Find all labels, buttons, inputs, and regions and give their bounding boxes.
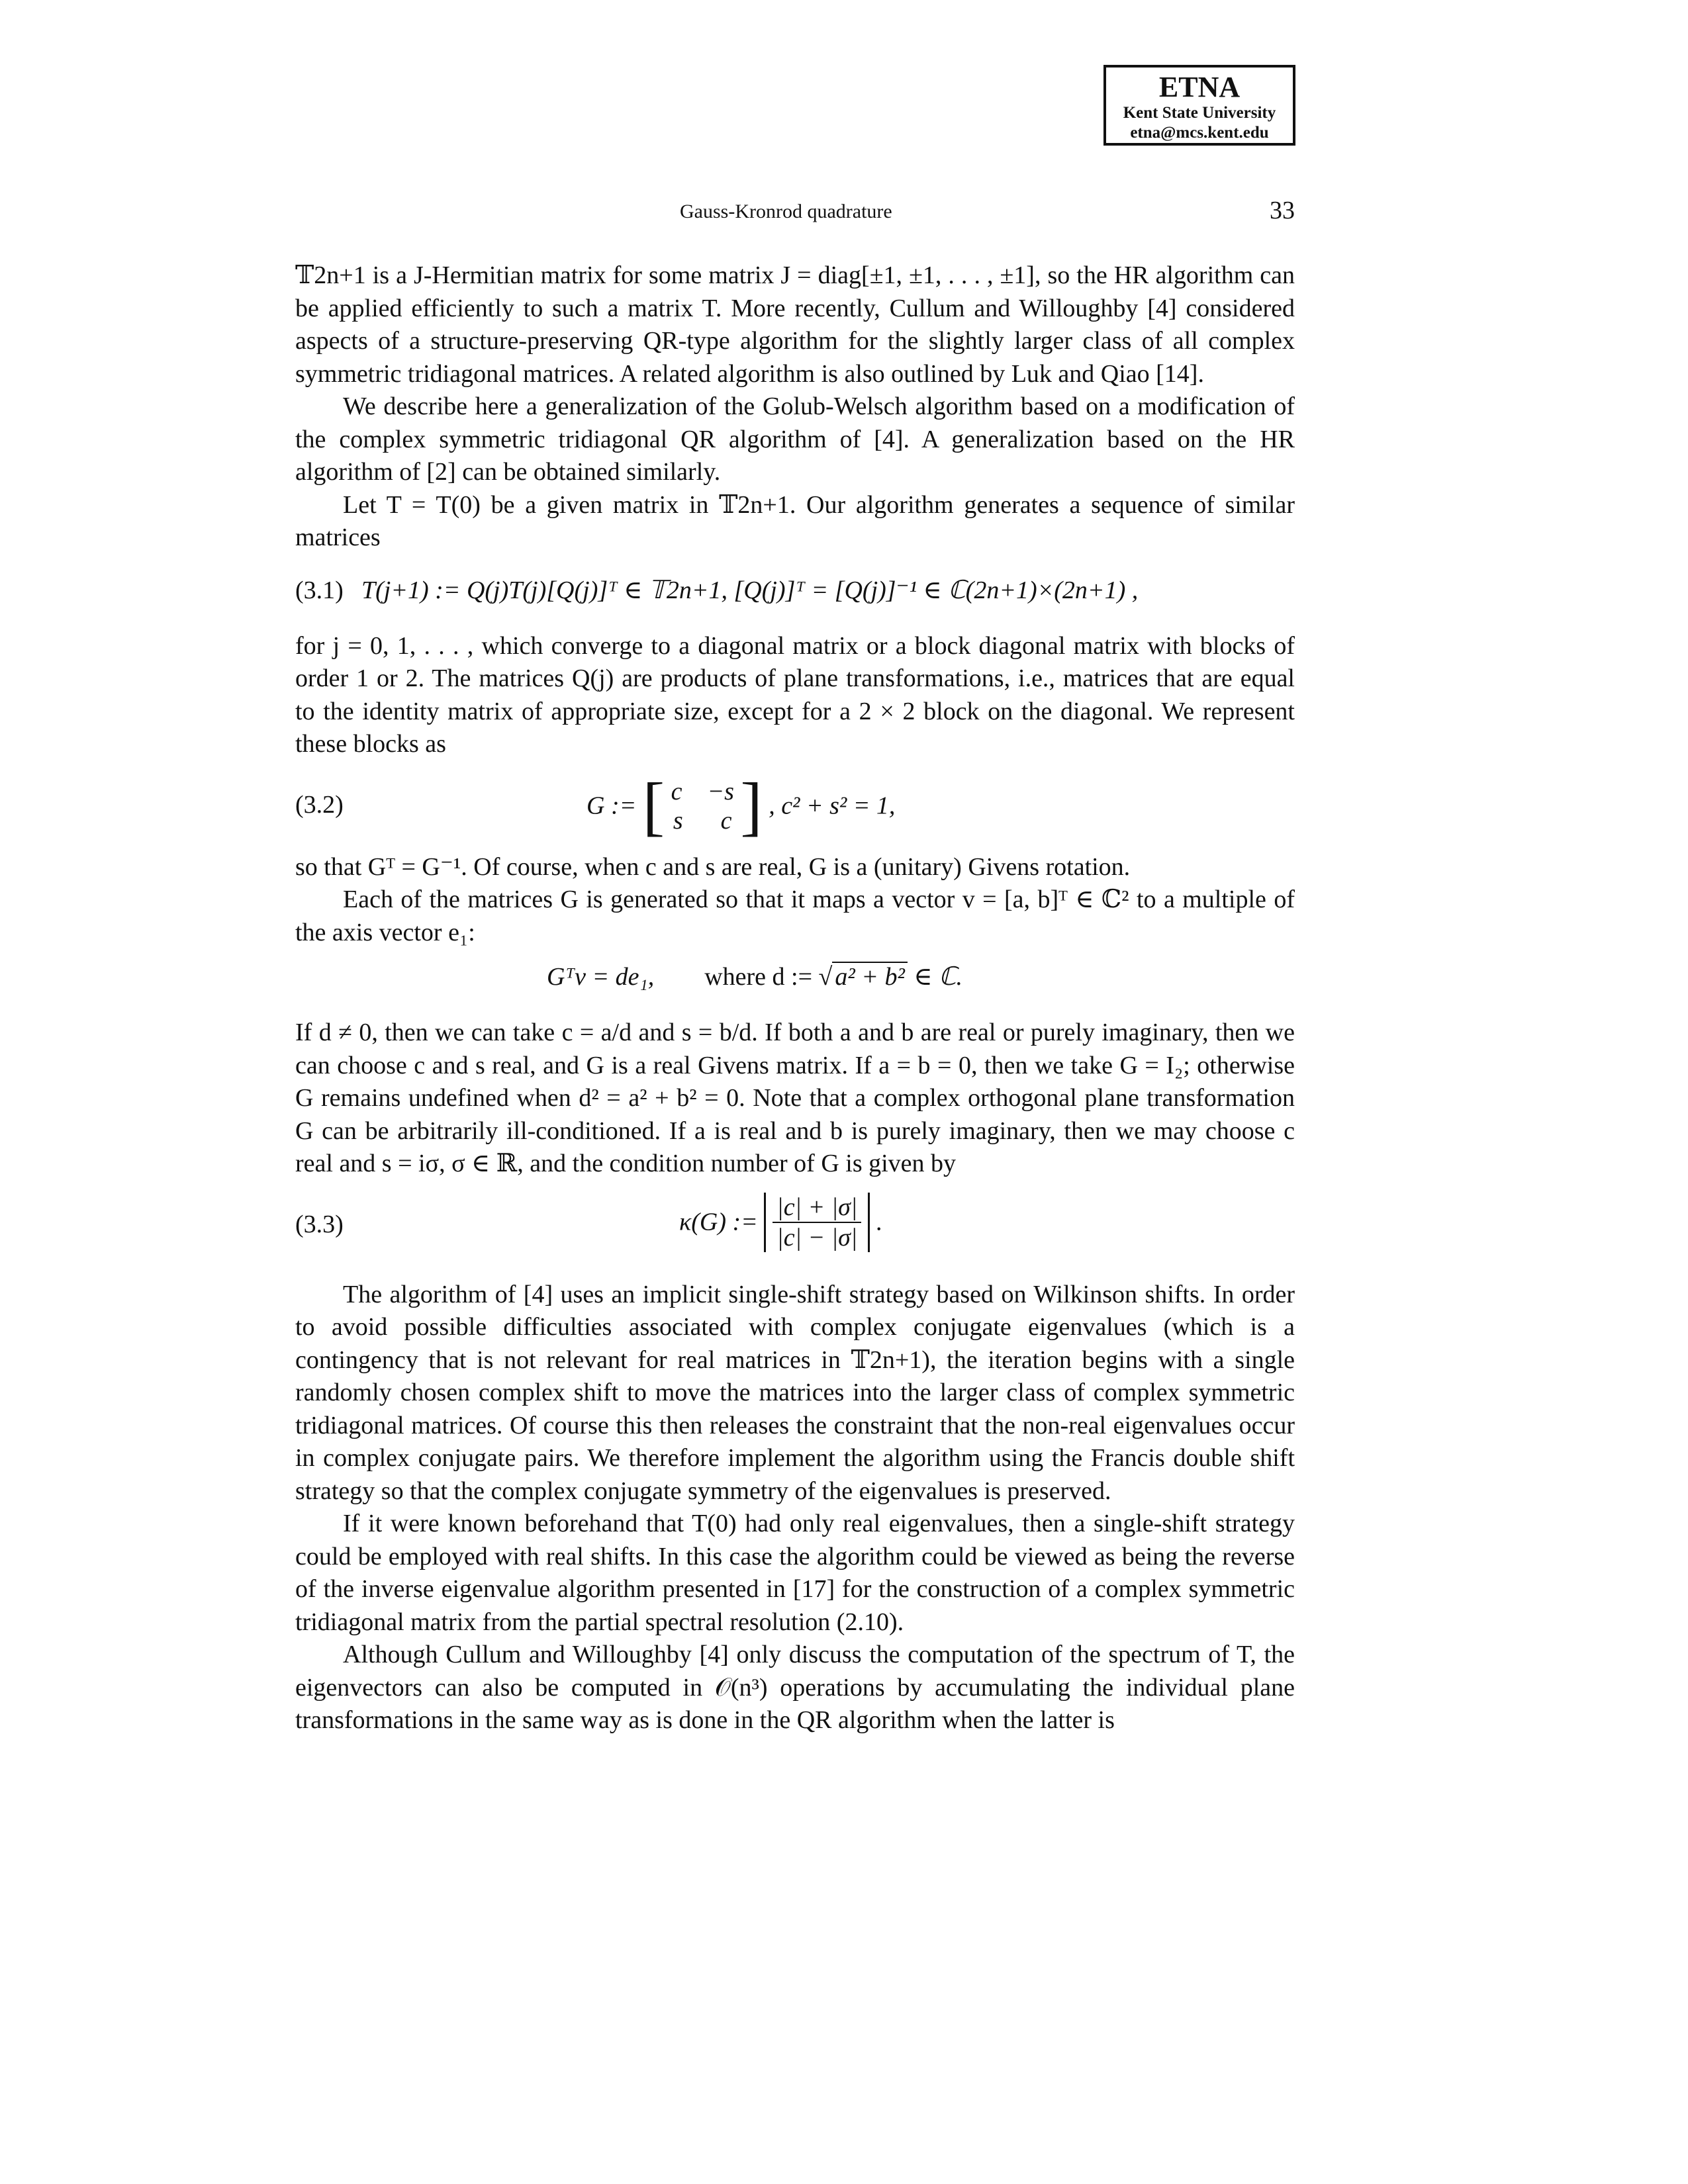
equation-3-1 [295, 574, 1295, 618]
page-number: 33 [1270, 197, 1295, 224]
equation-number: (3.1) [295, 576, 344, 604]
equation-lhs: G := [586, 791, 637, 819]
equation-3-3 [295, 1193, 1295, 1259]
equation-where: where d := [704, 963, 813, 991]
matrix-entry: −s [707, 777, 734, 805]
equation-body: T(j+1) := Q(j)T(j)[Q(j)]ᵀ ∈ 𝕋2n+1, [Q(j)]ᵀ = [Q(j)]⁻¹ ∈ ℂ(2n+1)×(2n+1) , [361, 576, 1139, 604]
equation-tail: ∈ ℂ. [914, 963, 963, 991]
running-title: Gauss-Kronrod quadrature [680, 201, 892, 222]
stamp-title: ETNA [1158, 71, 1241, 103]
equation-number: (3.3) [295, 1210, 344, 1238]
matrix-entry: s [673, 806, 683, 835]
matrix [671, 777, 734, 835]
numerator: |c| + |σ| [773, 1193, 861, 1223]
etna-stamp [1103, 65, 1295, 146]
paragraph-3: Let T = T(0) be a given matrix in 𝕋2n+1. Our algorithm generates a sequence of similar matrices [295, 490, 1295, 551]
paragraph-4: for j = 0, 1, . . . , which converge to a diagonal matrix or a block diagonal matrix with blocks of order 1 or 2. The matrices Q(j) are products of plane transformations, i.e., matrices that are equal to the identity matrix of appropriate size, except for a 2 × 2 block on the diagonal. We represent these blocks as [295, 631, 1295, 758]
equation-3-2 [295, 768, 1295, 842]
equation-tail: . [876, 1207, 883, 1236]
equation-lhs: κ(G) := [679, 1207, 758, 1236]
page-body [295, 259, 1295, 1737]
paragraph-1: 𝕋2n+1 is a J-Hermitian matrix for some matrix J = diag[±1, ±1, . . . , ±1], so the HR algorithm can be applied efficiently to such a matrix T. More recently, Cullum and Willoughby [4] considered aspects of a structure-preserving QR-type algorithm for the slightly larger class of all complex symmetric tridiagonal matrices. A related algorithm is also outlined by Luk and Qiao [14]. [295, 261, 1295, 388]
equation-number: (3.2) [295, 790, 344, 819]
paragraph-10: Although Cullum and Willoughby [4] only discuss the computation of the spectrum of T, the eigenvectors can also be computed in 𝒪(n³) operations by accumulating the individual plane transformations in the same way as is done in the QR algorithm when the latter is [295, 1641, 1295, 1734]
equation-body [679, 1193, 882, 1252]
equation-body: G := [ c −s s c ] , c² + s² = 1, [586, 768, 896, 842]
equation-body: Gᵀv = de₁, where d := √ a² + b² ∈ ℂ. [547, 963, 963, 991]
paragraph-9: If it were known beforehand that T(0) had only real eigenvalues, then a single-shift strategy could be employed with real shifts. In this case the algorithm could be viewed as being the reverse of the inverse eigenvalue algorithm presented in [17] for the construction of a complex symmetric tridiagonal matrix from the partial spectral resolution (2.10). [295, 1510, 1295, 1636]
paragraph-6: Each of the matrices G is generated so that it maps a vector v = [a, b]ᵀ ∈ ℂ² to a multiple of the axis vector e₁: [295, 886, 1295, 946]
paragraph-2: We describe here a generalization of the Golub-Welsch algorithm based on a modification of the complex symmetric tridiagonal QR algorithm of [4]. A generalization based on the HR algorithm of [2] can be obtained similarly. [295, 392, 1295, 486]
matrix-entry: c [671, 777, 682, 805]
denominator: |c| − |σ| [776, 1223, 858, 1251]
stamp-university: Kent State University [1123, 104, 1276, 122]
fraction [773, 1193, 861, 1252]
paragraph-7: If d ≠ 0, then we can take c = a/d and s = b/d. If both a and b are real or purely imaginary, then we can choose c and s real, and G is a real Givens matrix. If a = b = 0, then we take G = I₂; otherwise G remains undefined when d² = a² + b² = 0. Note that a complex orthogonal plane transformation G can be arbitrarily ill-conditioned. If a is real and b is purely imaginary, then we may choose c real and s = iσ, σ ∈ ℝ, and the condition number of G is given by [295, 1019, 1295, 1177]
equation-radicand: a² + b² [832, 962, 907, 991]
paragraph-5: so that Gᵀ = G⁻¹. Of course, when c and s are real, G is a (unitary) Givens rotation. [295, 852, 1131, 881]
equation-unnumbered [295, 961, 1295, 1005]
matrix-entry: c [720, 806, 732, 835]
stamp-email: etna@mcs.kent.edu [1130, 124, 1269, 142]
equation-lhs: Gᵀv = de₁, [547, 963, 655, 991]
paragraph-8: The algorithm of [4] uses an implicit single-shift strategy based on Wilkinson shifts. In order to avoid possible difficulties associated with complex conjugate eigenvalues (which is a contingency that is not relevant for real matrices in 𝕋2n+1), the iteration begins with a single randomly chosen complex shift to move the matrices into the larger class of complex symmetric tridiagonal matrices. Of course this then releases the constraint that the non-real eigenvalues occur in complex conjugate pairs. We therefore implement the algorithm using the Francis double shift strategy so that the complex conjugate symmetry of the eigenvalues is preserved. [295, 1280, 1295, 1505]
equation-rhs: , c² + s² = 1, [769, 791, 896, 819]
